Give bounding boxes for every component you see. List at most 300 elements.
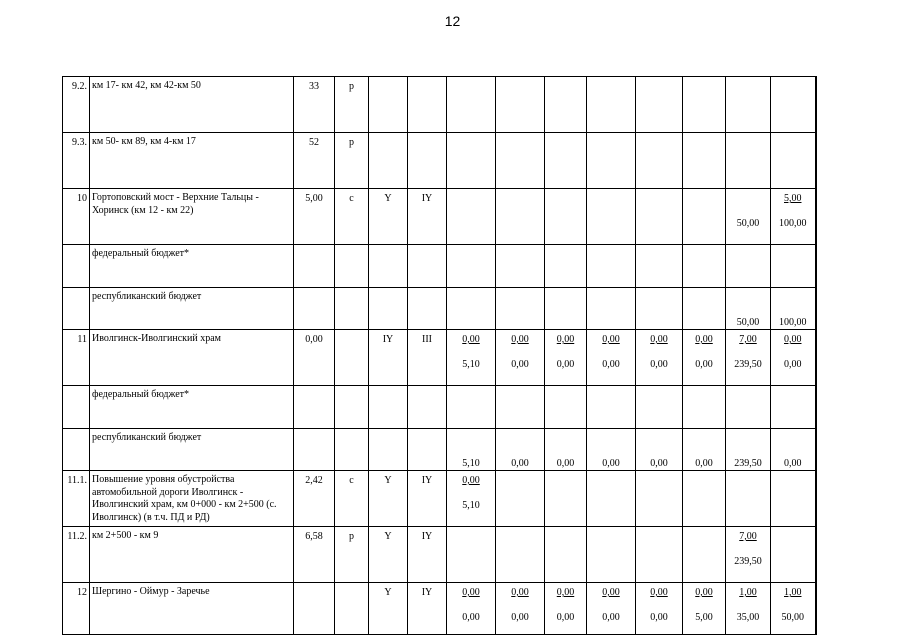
category-to-cell [408,386,447,429]
value-top: 0,00 [462,587,480,598]
value-top [449,189,493,206]
value-bottom [638,556,680,569]
road-name-cell-text: км 2+500 - км 9 [92,530,159,541]
value-bottom [547,415,584,428]
value-cell [587,245,636,288]
value-top: 0,00 [650,334,668,345]
value-cell [636,527,683,583]
row-number-cell-text: 11.1. [67,475,87,486]
category-to-cell [408,189,447,245]
value-bottom [547,274,584,287]
value-top [498,386,542,403]
value-bottom [498,556,542,569]
work-type-cell [335,133,369,189]
value-bottom: 0,00 [511,457,529,469]
category-from-cell-text: Y [384,475,392,486]
row-number-cell-text [65,288,87,292]
length-cell-text: 5,00 [305,193,323,204]
category-to-cell [408,77,447,133]
value-bottom [449,415,493,428]
value-top [685,429,723,446]
value-cell [587,428,636,471]
value-bottom: 0,00 [556,359,575,370]
value-top: 0,00 [602,587,620,598]
value-top [685,471,723,488]
value-bottom [589,218,633,231]
value-bottom [547,500,584,513]
table-row [63,77,816,133]
value-bottom [773,415,813,428]
length-cell [294,189,335,245]
value-bottom: 0,00 [784,359,802,370]
value-cell [771,527,816,583]
value-bottom: 0,00 [650,359,668,370]
value-top [728,429,768,446]
value-cell [726,133,771,189]
value-cell [771,189,816,245]
value-bottom [449,218,493,231]
category-to-cell [408,471,447,527]
table-row [63,189,816,245]
table-row [63,471,816,527]
category-from-cell [369,428,408,471]
length-cell [294,245,335,288]
road-name-cell-text: км 17- км 42, км 42-км 50 [92,80,201,91]
row-number-cell [63,287,90,330]
value-bottom: 0,00 [556,457,575,469]
value-cell [447,133,496,189]
category-to-cell [408,428,447,471]
value-bottom [638,415,680,428]
value-top: 0,00 [650,587,668,598]
value-top [773,471,813,488]
value-top [449,386,493,403]
category-to-cell [408,245,447,288]
road-name-cell [90,287,294,330]
value-cell [545,189,587,245]
value-top [547,527,584,544]
road-program-table [62,76,817,635]
value-cell [683,471,726,527]
road-name-cell [90,527,294,583]
value-bottom [685,317,723,330]
value-bottom [638,106,680,119]
work-type-cell [335,471,369,527]
value-top [685,386,723,403]
table-row [63,245,816,288]
row-number-cell [63,245,90,288]
value-bottom [773,274,813,287]
length-cell-text [296,429,332,433]
value-cell [587,77,636,133]
value-top [547,133,584,150]
value-top: 0,00 [695,587,713,598]
length-cell [294,471,335,527]
category-from-cell-text: Y [384,531,392,542]
value-top [547,471,584,488]
value-bottom [547,556,584,569]
length-cell-text [296,583,332,587]
road-name-cell-text: республиканский бюджет [92,431,202,443]
work-type-cell [335,77,369,133]
value-bottom [589,274,633,287]
value-cell [683,189,726,245]
value-top: 1,00 [784,587,802,598]
value-top [589,189,633,206]
value-cell [496,386,545,429]
value-cell [726,583,771,635]
value-cell [496,77,545,133]
category-from-cell [369,471,408,527]
length-cell [294,428,335,471]
road-name-cell [90,386,294,429]
value-cell [447,386,496,429]
value-top [449,527,493,544]
value-top [547,288,584,305]
work-type-cell-text [337,288,366,292]
value-bottom [589,415,633,428]
value-top: 7,00 [739,531,757,542]
work-type-cell-text: р [349,531,354,542]
work-type-cell-text: с [349,193,354,204]
category-to-cell-text [410,133,444,137]
value-bottom: 5,10 [462,359,480,370]
value-cell [636,428,683,471]
value-cell [726,471,771,527]
value-top [638,429,680,446]
value-bottom [728,274,768,287]
value-cell [447,471,496,527]
road-name-cell-text: федеральный бюджет* [92,389,190,400]
category-to-cell-text [410,245,444,249]
row-number-cell [63,330,90,386]
value-top [547,429,584,446]
value-cell [587,189,636,245]
value-bottom [638,500,680,513]
category-from-cell-text [371,288,405,292]
value-top: 0,00 [784,334,802,345]
value-top [547,386,584,403]
work-type-cell-text: с [349,475,354,486]
value-cell [726,428,771,471]
value-cell [683,330,726,386]
value-cell [496,583,545,635]
value-bottom [638,274,680,287]
category-from-cell [369,245,408,288]
length-cell-text: 33 [309,81,319,92]
row-number-cell-text [65,386,87,390]
category-from-cell [369,330,408,386]
value-cell [447,330,496,386]
row-number-cell [63,428,90,471]
value-cell [587,287,636,330]
length-cell-text: 52 [309,137,319,148]
value-cell [545,133,587,189]
category-from-cell [369,287,408,330]
value-bottom [638,317,680,330]
length-cell [294,287,335,330]
road-name-cell [90,77,294,133]
value-top [728,133,768,150]
value-cell [496,428,545,471]
length-cell-text: 2,42 [305,475,323,486]
value-bottom: 5,10 [462,457,480,469]
value-bottom: 100,00 [779,218,807,229]
value-bottom [773,162,813,175]
value-bottom [498,500,542,513]
value-bottom [773,106,813,119]
value-top [449,288,493,305]
value-bottom: 5,10 [462,500,480,511]
value-top: 0,00 [556,334,575,345]
table-row [63,330,816,386]
value-top [449,429,493,446]
value-bottom: 0,00 [695,359,713,370]
value-bottom [547,317,584,330]
category-to-cell-text: IY [421,587,433,598]
road-name-cell-text: Шергино - Оймур - Заречье [92,586,210,597]
value-cell [447,77,496,133]
value-cell [726,287,771,330]
table-row [63,133,816,189]
value-top [728,471,768,488]
value-cell [636,287,683,330]
row-number-cell-text: 11 [77,334,87,345]
value-bottom [449,274,493,287]
value-top [773,527,813,544]
value-bottom [638,218,680,231]
work-type-cell [335,245,369,288]
value-bottom: 239,50 [734,556,762,567]
category-from-cell-text [371,133,405,137]
value-bottom [449,317,493,330]
value-cell [636,245,683,288]
work-type-cell [335,386,369,429]
value-cell [636,386,683,429]
value-cell [545,330,587,386]
work-type-cell [335,527,369,583]
category-to-cell [408,330,447,386]
value-bottom [498,415,542,428]
value-cell [636,133,683,189]
work-type-cell [335,428,369,471]
category-to-cell-text: IY [421,531,433,542]
row-number-cell-text: 9.2. [72,81,87,92]
value-bottom [547,218,584,231]
category-to-cell-text: IY [421,193,433,204]
row-number-cell [63,133,90,189]
value-bottom [589,500,633,513]
value-bottom: 50,00 [781,612,804,623]
value-cell [636,583,683,635]
value-bottom: 35,00 [736,612,760,623]
value-bottom [547,162,584,175]
category-from-cell-text [371,429,405,433]
value-cell [683,245,726,288]
value-top [773,77,813,94]
category-from-cell [369,527,408,583]
value-top [728,386,768,403]
work-type-cell-text [337,245,366,249]
value-top [498,527,542,544]
table-row [63,527,816,583]
road-name-cell [90,583,294,635]
value-top [498,429,542,446]
category-to-cell-text [410,288,444,292]
value-top [638,471,680,488]
value-bottom: 0,00 [602,457,620,469]
value-cell [496,133,545,189]
value-top [638,288,680,305]
value-cell [447,428,496,471]
value-top: 7,00 [739,334,757,345]
value-bottom [685,218,723,231]
value-top [589,133,633,150]
table-row [63,583,816,635]
value-cell [771,133,816,189]
value-top [773,386,813,403]
value-cell [771,386,816,429]
value-top [638,527,680,544]
value-top [728,189,768,206]
value-bottom: 239,50 [734,359,762,370]
value-cell [587,330,636,386]
value-top [589,288,633,305]
work-type-cell-text [337,330,366,334]
value-cell [545,386,587,429]
value-cell [545,77,587,133]
value-cell [726,386,771,429]
road-name-cell-text: Иволгинск-Иволгинский храм [92,333,221,344]
value-bottom [498,218,542,231]
value-top [589,77,633,94]
length-cell [294,583,335,635]
value-bottom [498,162,542,175]
length-cell [294,386,335,429]
value-top [773,245,813,262]
value-bottom [728,500,768,513]
value-top [589,386,633,403]
value-bottom: 0,00 [602,359,620,370]
value-bottom [685,106,723,119]
category-from-cell [369,189,408,245]
value-top [498,245,542,262]
value-bottom [685,162,723,175]
work-type-cell-text [337,583,366,587]
value-bottom [449,106,493,119]
work-type-cell-text: р [349,81,354,92]
value-top [685,527,723,544]
value-cell [683,287,726,330]
value-bottom [728,162,768,175]
road-name-cell-text: Повышение уровня обустройства автомобильной дороги Иволгинск - Иволгинский храм, км 0+000 - км 2+500 (с. Иволгинск) (в т.ч. ПД и РД) [92,474,277,523]
work-type-cell [335,583,369,635]
category-to-cell [408,133,447,189]
value-cell [771,330,816,386]
value-cell [587,133,636,189]
value-bottom: 50,00 [736,316,760,328]
value-cell [545,583,587,635]
row-number-cell [63,527,90,583]
value-bottom [728,106,768,119]
category-to-cell-text [410,386,444,390]
work-type-cell-text [337,386,366,390]
value-cell [496,287,545,330]
value-top: 0,00 [462,475,480,486]
value-bottom: 0,00 [695,457,713,469]
work-type-cell [335,287,369,330]
value-top [685,189,723,206]
work-type-cell-text: р [349,137,354,148]
value-top: 0,00 [462,334,480,345]
value-cell [496,471,545,527]
value-cell [636,330,683,386]
value-cell [587,386,636,429]
value-top [547,245,584,262]
value-top [498,133,542,150]
value-bottom: 0,00 [511,359,529,370]
value-top [773,429,813,446]
value-bottom [498,317,542,330]
length-cell-text [296,288,332,292]
value-cell [683,527,726,583]
value-cell [545,527,587,583]
value-top [589,471,633,488]
table-row [63,386,816,429]
row-number-cell-text: 12 [77,587,87,598]
value-bottom [685,556,723,569]
value-cell [447,583,496,635]
value-bottom [589,106,633,119]
value-cell [447,527,496,583]
value-cell [726,189,771,245]
value-bottom [498,106,542,119]
value-top [638,245,680,262]
road-name-cell [90,189,294,245]
length-cell-text: 6,58 [305,531,323,542]
value-top [589,429,633,446]
category-from-cell [369,583,408,635]
value-top: 0,00 [511,334,529,345]
category-from-cell-text: Y [384,193,392,204]
value-cell [683,428,726,471]
value-bottom: 0,00 [462,612,480,623]
row-number-cell [63,189,90,245]
length-cell-text: 0,00 [305,334,323,345]
value-cell [726,77,771,133]
value-bottom: 0,00 [602,612,620,623]
value-cell [496,189,545,245]
value-top [498,189,542,206]
value-cell [771,287,816,330]
value-top: 0,00 [695,334,713,345]
work-type-cell-text [337,429,366,433]
length-cell-text [296,245,332,249]
value-bottom: 50,00 [736,218,760,229]
value-bottom: 100,00 [779,316,807,328]
category-to-cell [408,583,447,635]
value-bottom: 0,00 [556,612,575,623]
work-type-cell [335,330,369,386]
value-bottom [589,162,633,175]
value-bottom: 239,50 [734,457,762,469]
value-top [685,245,723,262]
road-name-cell [90,245,294,288]
category-to-cell [408,527,447,583]
length-cell [294,133,335,189]
category-from-cell-text [371,245,405,249]
value-top: 5,00 [784,193,802,204]
